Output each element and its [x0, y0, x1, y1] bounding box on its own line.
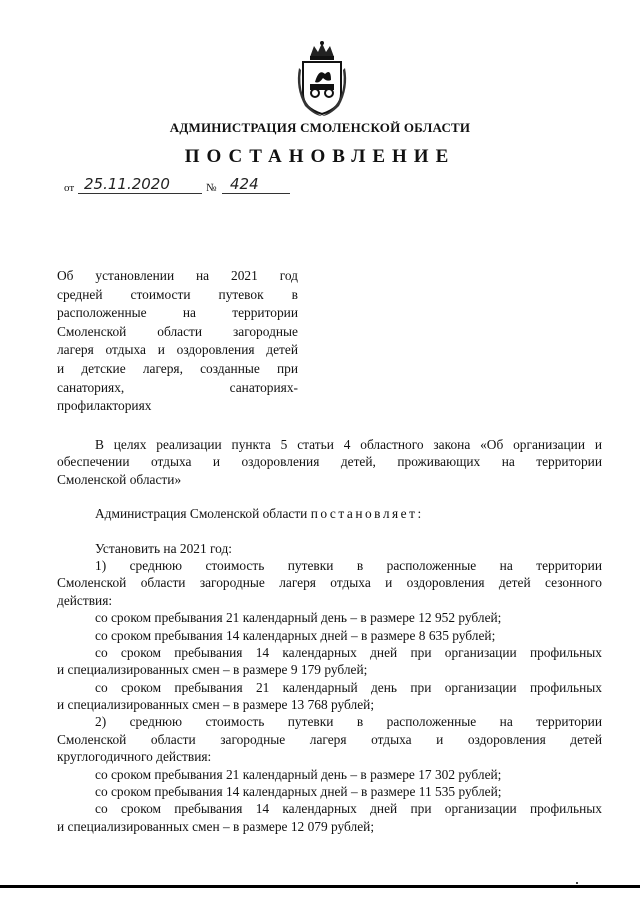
scan-speck [576, 882, 578, 884]
item1-entry-cont: и специализированных смен – в размере 9 179 рублей; [57, 662, 368, 678]
subject-line: санаториях, санаториях- [57, 379, 298, 395]
item1-entry: со сроком пребывания 21 календарный день – в размере 12 952 рублей; [95, 610, 502, 626]
item1-entry: со сроком пребывания 14 календарных дней при организации профильных [95, 644, 602, 660]
bottom-rule [0, 885, 640, 888]
date-underline [78, 193, 202, 194]
date-value: 25.11.2020 [84, 175, 170, 193]
item2-entry: со сроком пребывания 21 календарный день – в размере 17 302 рублей; [95, 766, 502, 782]
item1-line: действия: [57, 592, 113, 608]
smolensk-coat-of-arms-icon [293, 40, 351, 118]
document-body [57, 436, 602, 835]
establish-line: Установить на 2021 год: [95, 540, 233, 556]
subject-line: Смоленской области загородные [57, 323, 298, 339]
item2-entry: со сроком пребывания 14 календарных дней при организации профильных [95, 801, 602, 817]
subject-block [57, 267, 298, 416]
item1-entry: со сроком пребывания 14 календарных дней – в размере 8 635 рублей; [95, 627, 496, 643]
subject-line: профилакториях [57, 398, 152, 414]
subject-line: Об установлении на 2021 год [57, 268, 298, 283]
preamble-line: обеспечении отдыха и оздоровления детей, проживающих на территории [57, 454, 602, 470]
item1-entry: со сроком пребывания 21 календарный день при организации профильных [95, 679, 602, 695]
item1-line: 1) среднюю стоимость путевки в расположенные на территории [95, 557, 602, 573]
number-underline [222, 193, 290, 194]
item2-entry: со сроком пребывания 14 календарных дней – в размере 11 535 рублей; [95, 784, 502, 800]
subject-line: лагеря отдыха и оздоровления детей [57, 342, 298, 358]
item2-line: круглогодичного действия: [57, 749, 212, 765]
item1-entry-cont: и специализированных смен – в размере 13 768 рублей; [57, 697, 375, 713]
subject-line: средней стоимости путевок в [57, 286, 298, 302]
agency-name: АДМИНИСТРАЦИЯ СМОЛЕНСКОЙ ОБЛАСТИ [169, 120, 471, 135]
item2-line: 2) среднюю стоимость путевки в расположенные на территории [95, 714, 602, 730]
decree-lead: Администрация Смоленской области [95, 506, 308, 522]
date-prefix: от [64, 182, 75, 194]
date-number-line [64, 175, 304, 197]
item2-line: Смоленской области загородные лагеря отдыха и оздоровления детей [57, 731, 602, 747]
subject-line: и детские лагеря, созданные при [57, 360, 298, 376]
item2-entry-cont: и специализированных смен – в размере 12 079 рублей; [57, 818, 375, 834]
decree-line [57, 505, 602, 522]
preamble-line: Смоленской области» [57, 471, 182, 487]
document-type-title: ПОСТАНОВЛЕНИЕ [184, 146, 456, 167]
item1-line: Смоленской области загородные лагеря отдыха и оздоровления детей сезонного [57, 575, 602, 591]
decree-action: постановляет: [310, 506, 424, 522]
preamble-line: В целях реализации пункта 5 статьи 4 областного закона «Об организации и [95, 437, 602, 452]
number-value: 424 [230, 175, 259, 193]
number-prefix: № [206, 182, 217, 194]
subject-line: расположенные на территории [57, 305, 298, 321]
